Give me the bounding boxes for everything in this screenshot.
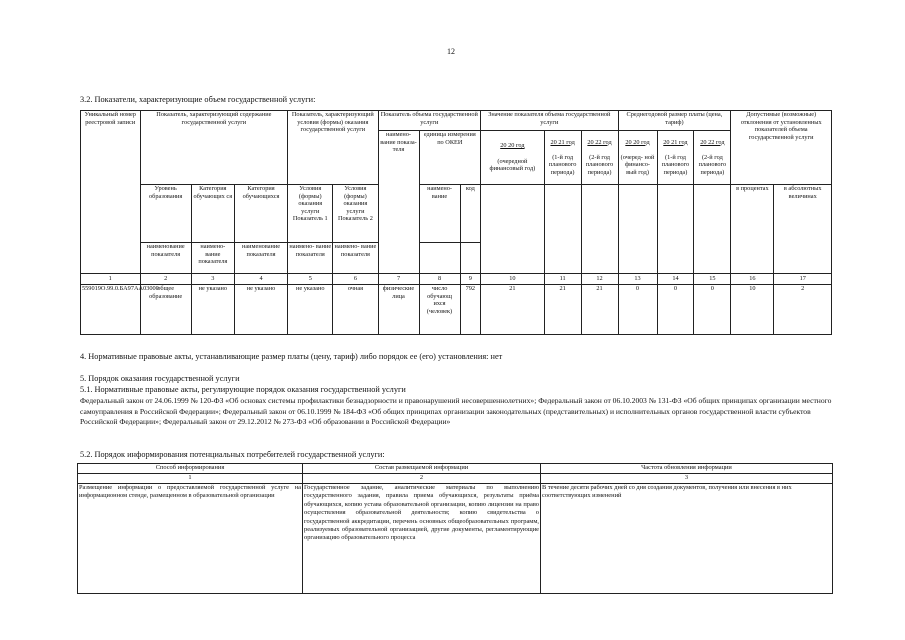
- col-num: 12: [581, 274, 618, 285]
- header-absolute: в абсолютных величинах: [774, 185, 832, 274]
- col-num: 7: [378, 274, 419, 285]
- header-conditions-indicator: Показатель, характеризующий условия (формы) оказания государственной услуги: [288, 111, 378, 185]
- section-5-1-heading: 5.1. Нормативные правовые акты, регулирующие порядок оказания государственной услуги: [80, 385, 406, 394]
- col-num: 14: [657, 274, 694, 285]
- info-col-num: 1: [78, 474, 303, 484]
- header-avg-fee: Среднегодовой размер платы (цена, тариф): [618, 111, 731, 131]
- col-num: 9: [460, 274, 481, 285]
- cell-value-2021: 21: [544, 285, 581, 335]
- cell-value-2022: 21: [581, 285, 618, 335]
- col-num: 15: [694, 274, 731, 285]
- section-5-heading: 5. Порядок оказания государственной услуги: [80, 374, 240, 383]
- col-num: 8: [419, 274, 460, 285]
- info-header-content: Состав размещаемой информации: [303, 464, 541, 474]
- info-cell-content: Государственное задание, аналитические материалы по выполнению государственного задания, правила приема обучающихся, результаты приёма обучающихся, копию устава образовательной организации, копию лицензии на право осуществления образовательной деятельности; копию свидетельства о государственной аккредитации, перечень основных общеобразовательных программ, реализуемых образовательной организацией, другие документы, регламентирующие организацию образовательного процесса: [303, 484, 541, 594]
- cell-unit-code: 792: [460, 285, 481, 335]
- cell-fee-2021: 0: [657, 285, 694, 335]
- header-ind-name-3: наименование показателя: [234, 243, 287, 274]
- header-condition-2: Условия (формы) оказания услуги Показатель 2: [333, 185, 378, 243]
- col-num: 1: [81, 274, 141, 285]
- table-row: [78, 484, 833, 594]
- col-num: 17: [774, 274, 832, 285]
- page-number: 12: [447, 47, 455, 56]
- info-cell-method: Размещение информации о предоставляемой государственной услуге на информационном стенде, размещенном в образовательной организации: [78, 484, 303, 594]
- header-unit-okei: единица измерения по ОКЕИ: [419, 131, 481, 185]
- col-num: 11: [544, 274, 581, 285]
- header-deviations: Допустимые (возможные) отклонения от установленных показателей объема государственной услуги: [731, 111, 832, 185]
- cell-deviation-absolute: 2: [774, 285, 832, 335]
- header-unit-name: наимено- вание: [419, 185, 460, 243]
- header-indicator-name: наимено- вание показа- теля: [378, 131, 419, 274]
- info-col-num: 2: [303, 474, 541, 484]
- info-col-num: 3: [541, 474, 833, 484]
- header-volume-value: Значение показателя объема государственной услуги: [481, 111, 618, 131]
- cell-deviation-percent: 10: [731, 285, 774, 335]
- info-header-method: Способ информирования: [78, 464, 303, 474]
- header-ind-name-5: наимено- вание показателя: [333, 243, 378, 274]
- volume-indicators-table: [80, 110, 832, 335]
- header-fee-year-2020: 20 20 год (очеред- ной финансо- вый год): [618, 131, 657, 185]
- info-cell-frequency: В течение десяти рабочих дней со дня создания документов, получения или внесения в них соответствующих изменений: [541, 484, 833, 594]
- header-level: Уровень образования: [140, 185, 191, 243]
- table-row: [81, 285, 832, 335]
- header-year-2022: 20 22 год (2-й год планового периода): [581, 131, 618, 185]
- header-year-2020: 20 20 год (очередной финансовый год): [481, 131, 545, 185]
- section-5-1-text: Федеральный закон от 24.06.1999 № 120-ФЗ «Об основах системы профилактики безнадзорности и правонарушений несовершеннолетних»; Федеральный закон от 06.10.2003 № 131-ФЗ «Об общих принципах организации местного самоуправления в Российской Федерации»; Федеральный закон от 06.10.1999 № 184-ФЗ «Об общих принципах организации законодательных (представительных) и исполнительных органов государственной власти субъектов Российской Федерации»; Федеральный закон от 29.12.2012 № 273-ФЗ «Об образовании в Российской Федерации»: [80, 396, 832, 427]
- cell-condition-2: очная: [333, 285, 378, 335]
- header-volume-indicator: Показатель объема государственной услуги: [378, 111, 481, 131]
- header-fee-year-2022: 20 22 год (2-й год планового периода): [694, 131, 731, 185]
- header-condition-1: Условия (формы) оказания услуги Показатель 1: [288, 185, 333, 243]
- cell-indicator-name: физические лица: [378, 285, 419, 335]
- col-num: 4: [234, 274, 287, 285]
- col-num: 16: [731, 274, 774, 285]
- header-category-2: Категория обучающихся: [234, 185, 287, 243]
- info-header-frequency: Частота обновления информации: [541, 464, 833, 474]
- cell-level: общее образование: [140, 285, 191, 335]
- cell-unique-number: 559019О.99.0.БА97АА03000: [81, 285, 141, 335]
- header-content-indicator: Показатель, характеризующий содержание государственной услуги: [140, 111, 288, 185]
- col-num: 10: [481, 274, 545, 285]
- cell-condition-1: не указано: [288, 285, 333, 335]
- col-num: 5: [288, 274, 333, 285]
- col-num: 3: [191, 274, 234, 285]
- header-category-1: Категория обучающих ся: [191, 185, 234, 243]
- col-num: 13: [618, 274, 657, 285]
- cell-fee-2020: 0: [618, 285, 657, 335]
- cell-value-2020: 21: [481, 285, 545, 335]
- header-ind-name-1: наименование показателя: [140, 243, 191, 274]
- col-num: 2: [140, 274, 191, 285]
- header-unit-code: код: [460, 185, 481, 243]
- cell-fee-2022: 0: [694, 285, 731, 335]
- information-table: [77, 463, 833, 594]
- header-unique-number: Уникальный номер реестровой записи: [81, 111, 141, 274]
- cell-category-2: не указано: [234, 285, 287, 335]
- header-ind-name-4: наимено- вание показателя: [288, 243, 333, 274]
- cell-category-1: не указано: [191, 285, 234, 335]
- header-fee-year-2021: 20 21 год (1-й год планового периода): [657, 131, 694, 185]
- header-ind-name-2: наимено- вание показателя: [191, 243, 234, 274]
- section-5-2-heading: 5.2. Порядок информирования потенциальных потребителей государственной услуги:: [80, 450, 385, 459]
- section-4-text: 4. Нормативные правовые акты, устанавливающие размер платы (цену, тариф) либо порядок ее (его) установления: нет: [80, 352, 503, 361]
- col-num: 6: [333, 274, 378, 285]
- header-year-2021: 20 21 год (1-й год планового периода): [544, 131, 581, 185]
- header-percent: в процентах: [731, 185, 774, 274]
- cell-unit-name: число обучающ ихся (человек): [419, 285, 460, 335]
- section-3-2-heading: 3.2. Показатели, характеризующие объем государственной услуги:: [80, 95, 316, 104]
